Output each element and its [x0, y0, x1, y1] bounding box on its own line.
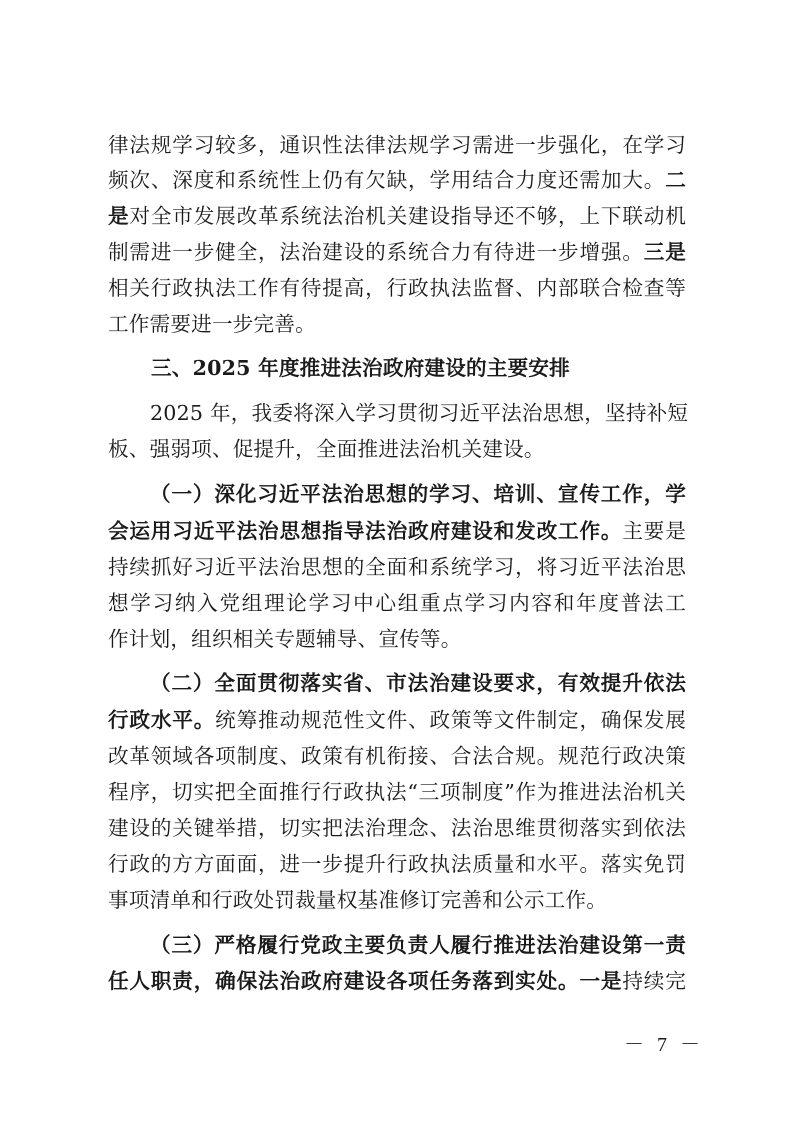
text-run: 对全市发展改革系统法治机关建设指导还不够，上下联动机 — [129, 204, 686, 228]
paragraph-line — [108, 774, 686, 810]
bold-text-run: （一）深化习近平法治思想的学习、培训、宣传工作，学 — [150, 482, 686, 506]
paragraph-line — [108, 198, 686, 234]
page-number: － 7 － — [624, 1034, 704, 1056]
text-run: 统筹推动规范性文件、政策等文件制定，确保发展 — [215, 708, 686, 732]
text-run: 事项清单和行政处罚裁量权基准修订完善和公示工作。 — [108, 888, 608, 912]
text-run: 制需进一步健全，法治建设的系统合力有待进一步增强。 — [108, 240, 644, 264]
paragraph-line — [108, 585, 686, 621]
bold-text-run: 行政水平。 — [108, 708, 216, 732]
text-run: 作计划，组织相关专题辅导、宣传等。 — [108, 627, 462, 651]
paragraph-line — [108, 513, 686, 549]
text-run: 主要是 — [622, 519, 686, 543]
paragraph-line — [108, 963, 686, 999]
paragraph-line — [108, 127, 686, 163]
text-run: 持续抓好习近平法治思想的全面和系统学习，将习近平法治思 — [108, 555, 686, 579]
text-run: 行政的方方面面，进一步提升行政执法质量和水平。落实免罚 — [108, 852, 686, 876]
bold-text-run: 三是 — [643, 240, 687, 264]
text-run: 持续完 — [622, 969, 686, 993]
bold-text-run: （三）严格履行党政主要负责人履行推进法治建设第一责 — [150, 933, 686, 957]
paragraph-line — [108, 270, 686, 306]
text-run: 律法规学习较多，通识性法律法规学习需进一步强化，在学习 — [108, 133, 686, 157]
text-run: 相关行政执法工作有待提高，行政执法监督、内部联合检查等 — [108, 276, 686, 300]
paragraph-line — [150, 395, 689, 431]
item-heading-line — [150, 665, 686, 701]
paragraph-line — [108, 306, 316, 342]
paragraph-line — [108, 702, 686, 738]
bold-text-run: 是 — [108, 204, 130, 228]
paragraph-line — [108, 882, 607, 918]
bold-text-run: 会运用习近平法治思想指导法治政府建设和发改工作。 — [108, 519, 623, 543]
text-run: 工作需要进一步完善。 — [108, 312, 316, 336]
bold-text-run: （二）全面贯彻落实省、市法治建设要求，有效提升依法 — [150, 671, 686, 695]
paragraph-line — [108, 549, 686, 585]
text-run: 建设的关键举措，切实把法治理念、法治思维贯彻落实到依法 — [108, 816, 686, 840]
text-run: 板、强弱项、促提升，全面推进法治机关建设。 — [108, 437, 545, 461]
text-run: 想学习纳入党组理论学习中心组重点学习内容和年度普法工 — [108, 591, 686, 615]
bold-text-run: 任人职责，确保法治政府建设各项任务落到实处。一是 — [108, 969, 623, 993]
paragraph-line — [108, 810, 686, 846]
item-heading-line — [150, 927, 686, 963]
text-run: 改革领域各项制度、政策有机衔接、合法合规。规范行政决策 — [108, 744, 686, 768]
paragraph-line — [108, 846, 686, 882]
paragraph-line — [108, 621, 462, 657]
paragraph-line — [108, 738, 686, 774]
text-run: 频次、深度和系统性上仍有欠缺，学用结合力度还需加大。 — [108, 168, 666, 192]
paragraph-line — [108, 431, 545, 467]
bold-text-run: 二 — [665, 168, 686, 192]
paragraph-line — [108, 234, 686, 270]
section-heading: 三、2025 年度推进法治政府建设的主要安排 — [151, 356, 570, 380]
text-run: 2025 年，我委将深入学习贯彻习近平法治思想，坚持补短 — [150, 401, 689, 425]
item-heading-line — [150, 476, 686, 512]
text-run: 程序，切实把全面推行行政执法“三项制度”作为推进法治机关 — [108, 780, 686, 804]
paragraph-line — [108, 162, 686, 198]
